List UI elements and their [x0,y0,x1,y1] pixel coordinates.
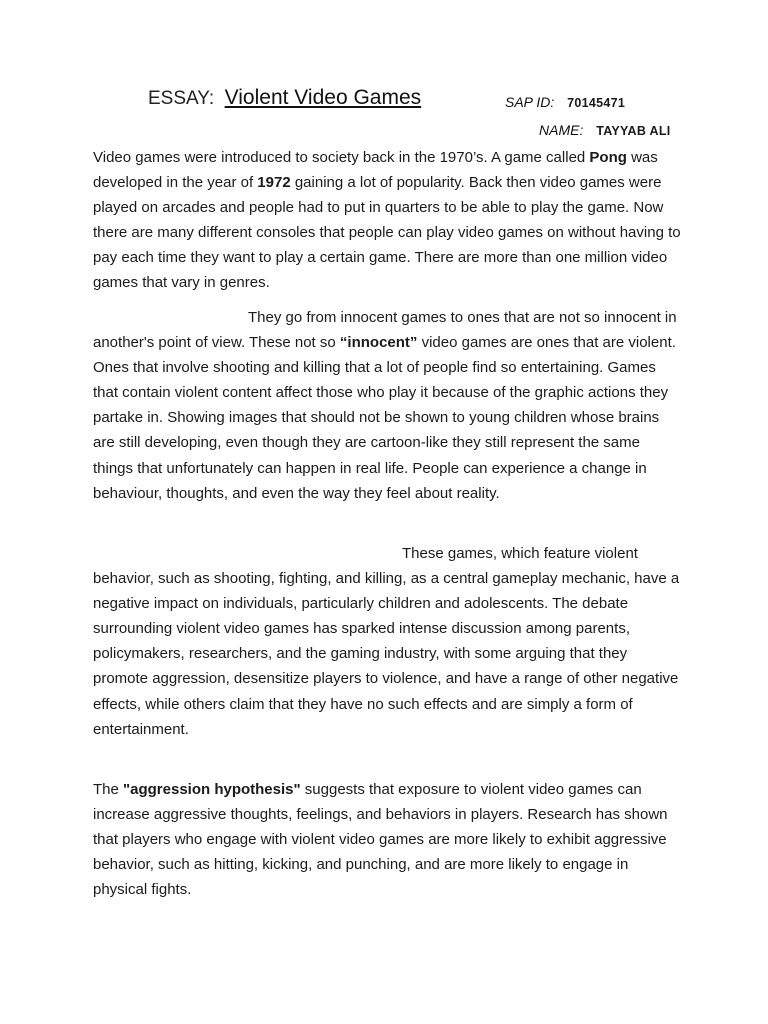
sap-id-value: 70145471 [567,96,626,110]
p1-text-a: Video games were introduced to society back in the 1970’s. A game called [93,149,590,166]
paragraph-intro [93,145,683,296]
p4-text-a: The [93,781,124,798]
p1-year: 1972 [257,174,291,192]
p4-hypothesis: "aggression hypothesis" [123,781,301,798]
p2-text-a: They go from innocent games to ones that are not so innocent in another's point of view. These not so [93,309,677,352]
p1-text-e: gaining a lot of popularity. Back then video games were played on arcades and people had to put in quarters to be able to play the game. Now there are many different consoles that people can play video games on without having to pay each time they want to play a certain game. There are more than one million video games that vary in genres. [93,174,681,292]
p1-text-c: was developed in the year of [93,149,658,192]
p1-pong: Pong [589,149,627,166]
name-line [539,122,671,138]
essay-label: ESSAY: [148,88,215,109]
paragraph-innocent [93,305,683,506]
p2-text-c: video games are ones that are violent. Ones that involve shooting and killing that a lot of people find so entertaining. Games that contain violent content affect those who play it because of the graphic actions they partake in. Showing images that should not be shown to young children whose brains are still developing, even though they are cartoon-like they still represent the same things that unfortunately can happen in real life. People can experience a change in behaviour, thoughts, and even the way they feel about reality. [93,334,676,502]
p4-text-c: suggests that exposure to violent video games can increase aggressive thoughts, feelings, and behaviors in players. Research has shown that players who engage with violent video games are more likely to exhibit aggressive behavior, such as hitting, kicking, and punching, and are more likely to engage in physical fights. [93,781,668,899]
name-value: TAYYAB ALI [596,124,671,138]
p3-text-a: These games, which feature violent behavior, such as shooting, fighting, and killing, as a central gameplay mechanic, have a negative impact on individuals, particularly children and adolescents. The debate surrounding violent video games has sparked intense discussion among parents, policymakers, researchers, and the gaming industry, with some arguing that they promote aggression, desensitize players to violence, and have a range of other negative effects, while others claim that they have no such effects and are simply a form of entertainment. [93,545,680,738]
paragraph-hypothesis [93,777,683,902]
sap-id-line [505,94,625,110]
essay-title: Violent Video Games [224,86,422,109]
paragraph-debate [93,541,683,742]
name-label: NAME: [539,122,584,138]
sap-id-label: SAP ID: [505,94,555,110]
p2-innocent: “innocent” [339,334,418,352]
essay-title-row [148,86,421,110]
